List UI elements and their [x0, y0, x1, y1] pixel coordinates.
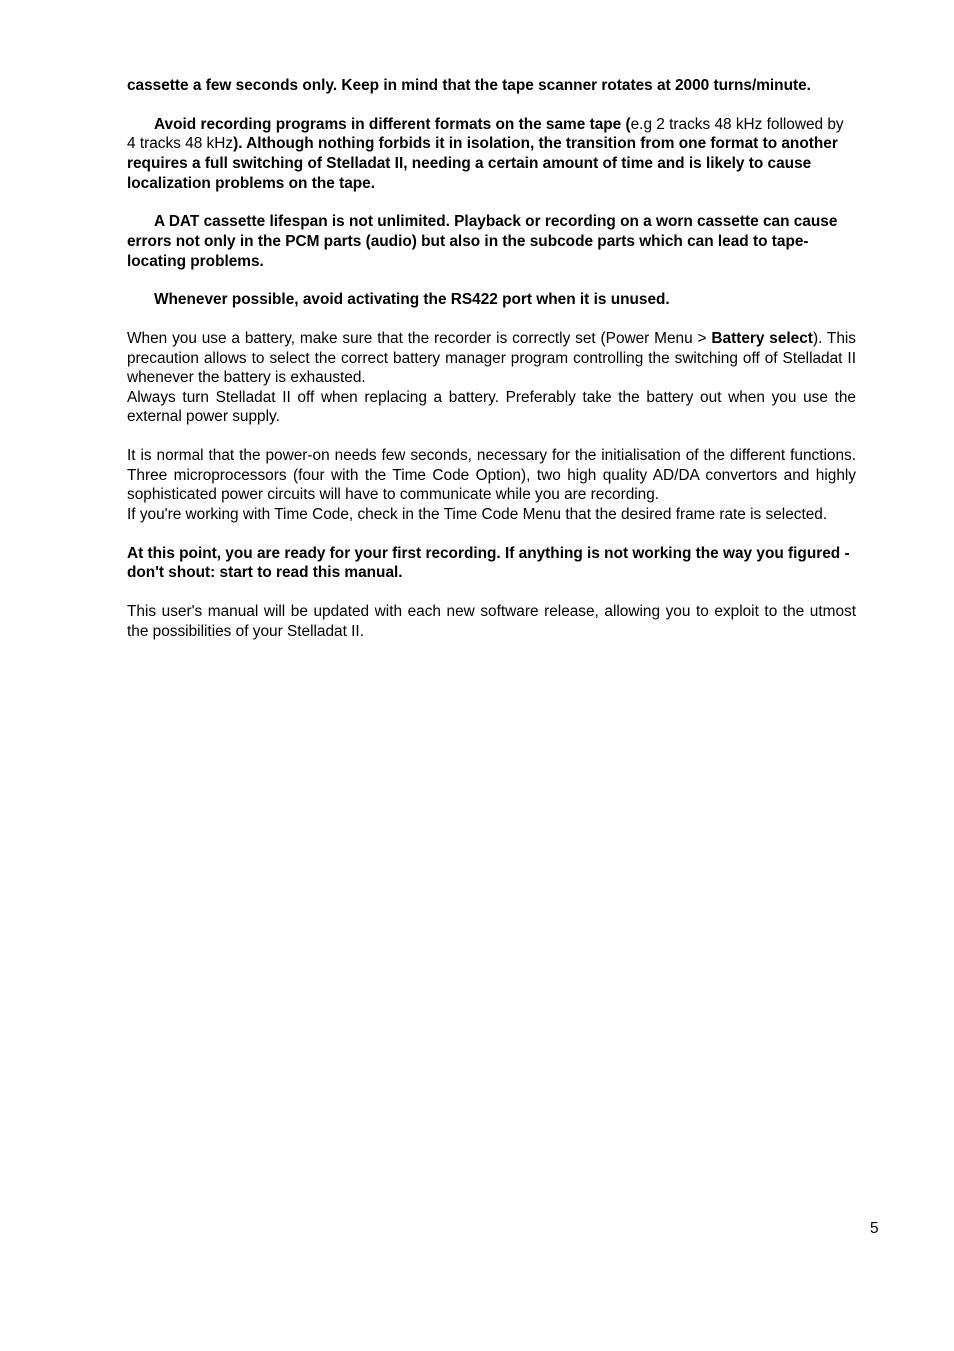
paragraph-battery	[127, 329, 856, 388]
battery-select-term: Battery select	[711, 330, 813, 348]
paragraph-time-code: If you're working with Time Code, check in the Time Code Menu that the desired frame rate is selected.	[127, 506, 828, 524]
paragraph-rs422: Whenever possible, avoid activating the RS422 port when it is unused.	[154, 291, 670, 309]
avoid-formats-example: e.g 2 tracks 48 kHz followed by 4 tracks 48 kHz	[127, 115, 844, 153]
battery-intro: When you use a battery, make sure that the recorder is correctly set (Power Menu >	[127, 330, 712, 348]
page-number: 5	[870, 1220, 879, 1237]
paragraph-avoid-formats	[127, 115, 856, 193]
paragraph-power-on: It is normal that the power-on needs few seconds, necessary for the initialisation of the different functions. Three microprocessors (four with the Time Code Option), two high quality AD/DA convertors and highly sophisticated power circuits will have to communicate while you are recording.	[127, 447, 856, 504]
avoid-formats-intro: Avoid recording programs in different formats on the same tape (	[154, 115, 631, 133]
paragraph-tape-scanner: cassette a few seconds only. Keep in mind that the tape scanner rotates at 2000 turns/minute.	[127, 77, 811, 94]
paragraph-battery-replace: Always turn Stelladat II off when replacing a battery. Preferably take the battery out when you use the external power supply.	[127, 388, 856, 426]
battery-rest: ). This precaution allows to select the correct battery manager program controlling the switching off of Stelladat II whenever the battery is exhausted.	[127, 330, 856, 387]
paragraph-cassette-lifespan: A DAT cassette lifespan is not unlimited. Playback or recording on a worn cassette can cause errors not only in the PCM parts (audio) but also in the subcode parts which can lead to tape-locating problems.	[127, 213, 838, 270]
paragraph-ready: At this point, you are ready for your first recording. If anything is not working the way you figured - don't shout: start to read this manual.	[127, 544, 850, 582]
paragraph-manual-updates: This user's manual will be updated with each new software release, allowing you to exploit to the utmost the possibilities of your Stelladat II.	[127, 603, 856, 640]
document-body	[127, 76, 856, 661]
avoid-formats-rest: ). Although nothing forbids it in isolation, the transition from one format to another requires a full switching of Stelladat II, needing a certain amount of time and is likely to cause localization problems on the tape.	[127, 135, 838, 192]
